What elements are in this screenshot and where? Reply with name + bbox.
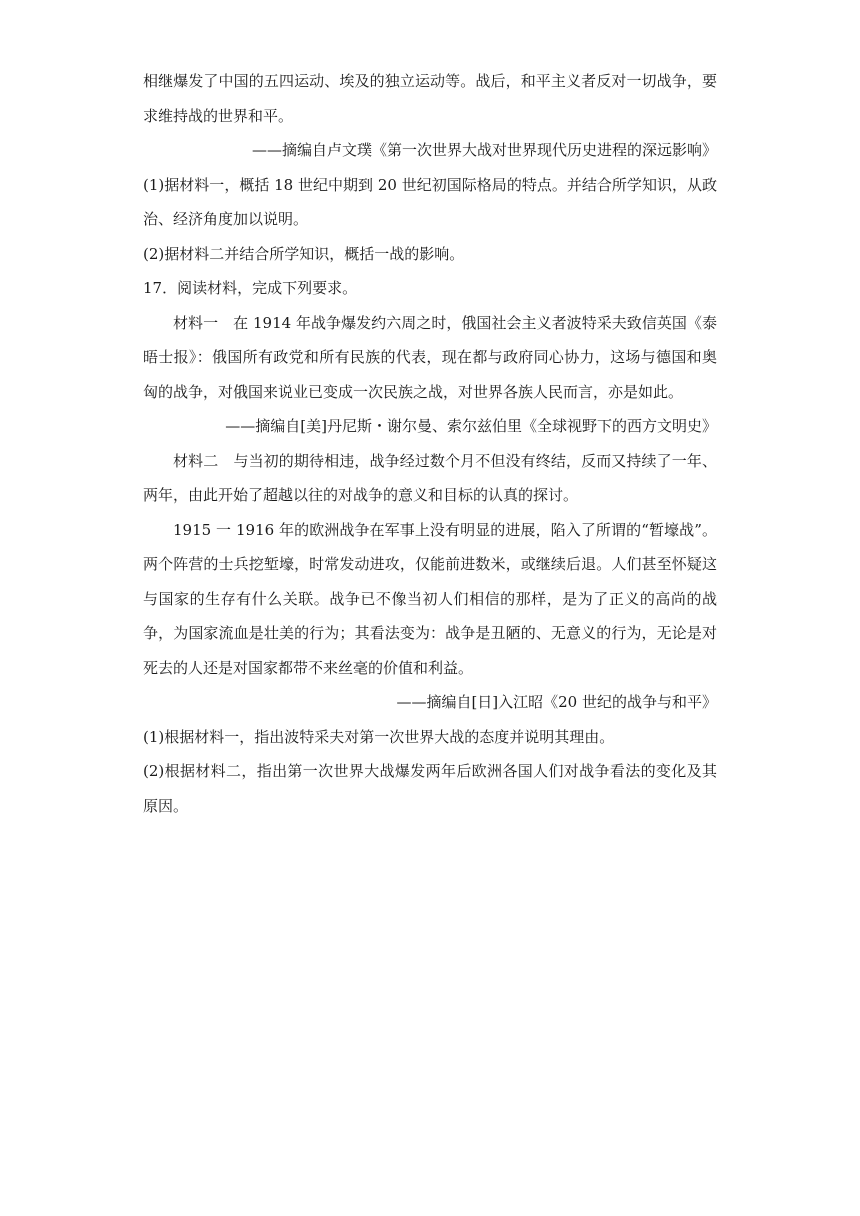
question-16-part-1: (1)据材料一，概括 18 世纪中期到 20 世纪初国际格局的特点。并结合所学知识，从政治、经济角度加以说明。: [143, 175, 717, 228]
passage-continued: 相继爆发了中国的五四运动、埃及的独立运动等。战后，和平主义者反对一切战争，要求维持战的世界和平。: [143, 72, 717, 125]
question-16-part-2: (2)据材料二并结合所学知识，概括一战的影响。: [143, 244, 465, 263]
question-17-material-1: 材料一 在 1914 年战争爆发约六周之时，俄国社会主义者波特采夫致信英国《泰晤士报》：俄国所有政党和所有民族的代表，现在都与政府同心协力，这场与德国和奥匈的战争，对俄国来说业已变成一次民族之战，对世界各族人民而言，亦是如此。: [143, 313, 717, 401]
question-17-material-2-paragraph-1: 材料二 与当初的期待相违，战争经过数个月不但没有终结，反而又持续了一年、两年，由此开始了超越以往的对战争的意义和目标的认真的探讨。: [143, 451, 717, 504]
source-citation-1: ——摘编自卢文璞《第一次世界大战对世界现代历史进程的深远影响》: [251, 141, 717, 159]
question-17-title: 17．阅读材料，完成下列要求。: [143, 279, 358, 297]
question-17-part-2: (2)根据材料二，指出第一次世界大战爆发两年后欧洲各国人们对战争看法的变化及其原因。: [143, 762, 717, 815]
question-17-part-1: (1)根据材料一，指出波特采夫对第一次世界大战的态度并说明其理由。: [143, 727, 615, 746]
question-17-source-1: ——摘编自[美]丹尼斯・谢尔曼、索尔兹伯里《全球视野下的西方文明史》: [225, 417, 717, 435]
document-content: [143, 64, 717, 823]
question-17-material-2-paragraph-2: 1915 一 1916 年的欧洲战争在军事上没有明显的进展，陷入了所谓的“暂壕战”。两个阵营的士兵挖堑壕，时常发动进攻，仅能前进数米，或继续后退。人们甚至怀疑这与国家的生存有什么关联。战争已不像当初人们相信的那样，是为了正义的高尚的战争，为国家流血是壮美的行为；其看法变为：战争是丑陋的、无意义的行为，无论是对死去的人还是对国家都带不来丝毫的价值和利益。: [143, 520, 717, 677]
question-17-source-2: ——摘编自[日]入江昭《20 世纪的战争与和平》: [396, 693, 717, 711]
